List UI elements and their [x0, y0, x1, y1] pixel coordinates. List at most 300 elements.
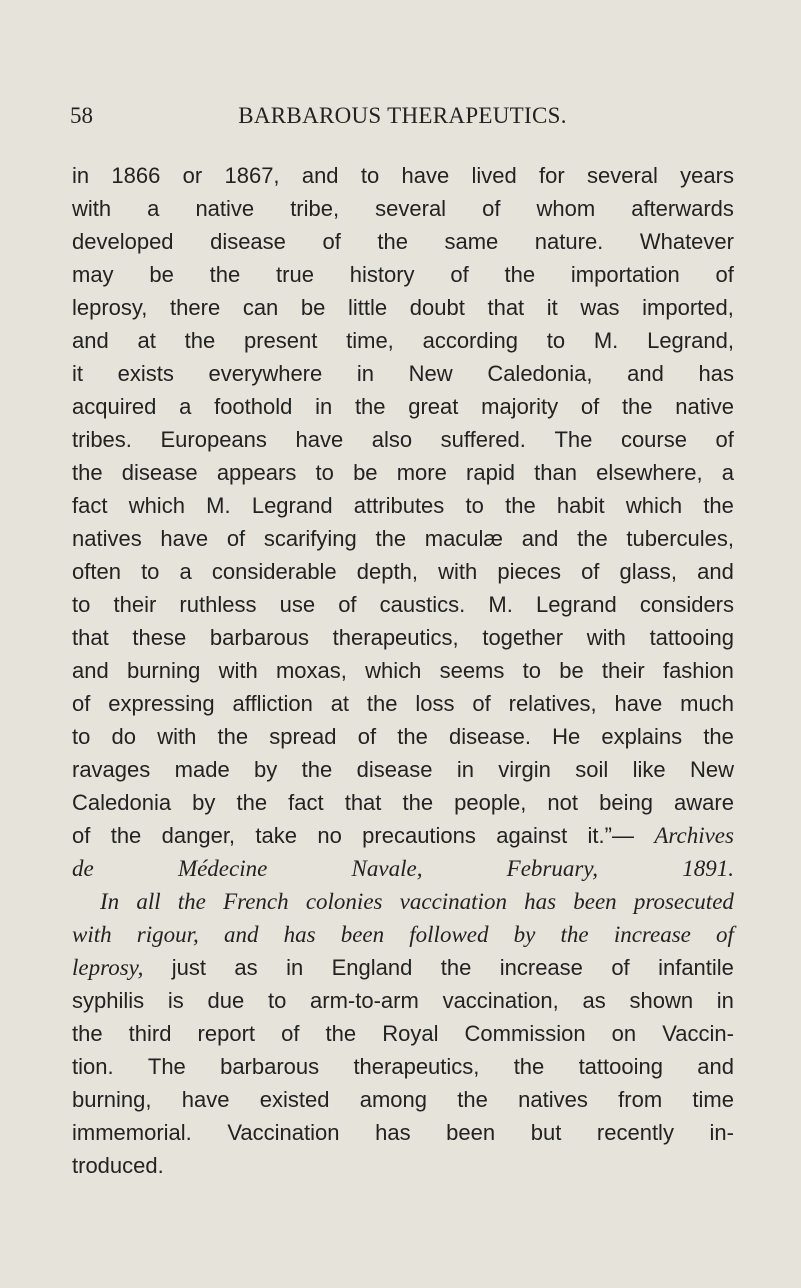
word: of	[580, 394, 600, 419]
word: explains	[601, 724, 683, 749]
word: in	[716, 988, 734, 1013]
word: Navale,	[351, 856, 423, 881]
word: elsewhere,	[596, 460, 703, 485]
word: a	[147, 196, 160, 221]
word: pieces	[497, 559, 561, 584]
word: M.	[488, 592, 513, 617]
word: of	[581, 559, 600, 584]
word: The	[554, 427, 593, 452]
word: there	[170, 295, 221, 320]
word: foothold	[214, 394, 293, 419]
word: native	[675, 394, 734, 419]
word: like	[632, 757, 666, 782]
word: He	[552, 724, 581, 749]
word: caustics.	[379, 592, 466, 617]
word: take	[255, 823, 297, 848]
text-line	[72, 621, 734, 654]
word: of	[611, 955, 630, 980]
word: colonies	[305, 889, 383, 914]
word: Archives	[654, 823, 734, 848]
word: rapid	[466, 460, 515, 485]
word: has	[524, 889, 557, 914]
word: de	[72, 856, 94, 881]
text-line	[72, 753, 734, 786]
word: of	[338, 592, 357, 617]
word: and	[521, 526, 559, 551]
word: arm-to-arm	[310, 988, 419, 1013]
word: immemorial.	[72, 1120, 192, 1145]
word: the	[377, 229, 408, 254]
word: fashion	[662, 658, 734, 683]
word: affliction	[232, 691, 313, 716]
word: by	[192, 790, 216, 815]
word: and	[697, 559, 734, 584]
word: to	[522, 658, 541, 683]
word: been	[446, 1120, 496, 1145]
word: habit	[556, 493, 605, 518]
word: no	[317, 823, 342, 848]
word: true	[276, 262, 314, 287]
word: disease	[121, 460, 198, 485]
word: appears	[216, 460, 297, 485]
word: existed	[259, 1087, 330, 1112]
word: leprosy,	[72, 295, 148, 320]
word: time	[692, 1087, 734, 1112]
word: The	[147, 1054, 186, 1079]
word: ravages	[72, 757, 151, 782]
word: the	[703, 724, 734, 749]
word: with	[438, 559, 478, 584]
word: been	[573, 889, 617, 914]
word: attributes	[353, 493, 445, 518]
page-number: 58	[70, 103, 93, 128]
text-line	[72, 951, 734, 984]
word: history	[349, 262, 415, 287]
word: of	[72, 823, 91, 848]
word: years	[680, 163, 734, 188]
word: the	[184, 328, 216, 353]
text-line	[72, 258, 734, 291]
word: developed	[72, 229, 174, 254]
text-line	[72, 423, 734, 456]
word: the	[457, 1087, 488, 1112]
word: of	[715, 262, 734, 287]
word: course	[620, 427, 687, 452]
word: several	[586, 163, 658, 188]
word: but	[530, 1120, 562, 1145]
word: 1891.	[682, 856, 734, 881]
running-head	[70, 103, 735, 137]
text-line	[72, 390, 734, 423]
word: burning,	[72, 1087, 152, 1112]
word: the	[72, 1021, 103, 1046]
word: it	[546, 295, 558, 320]
word: the	[397, 724, 428, 749]
word: the	[217, 724, 249, 749]
word: together	[482, 625, 564, 650]
text-line	[72, 324, 734, 357]
word: by	[254, 757, 278, 782]
word: is	[167, 988, 184, 1013]
text-line	[72, 1116, 734, 1149]
word: to	[72, 724, 91, 749]
word: people,	[454, 790, 527, 815]
word: all	[136, 889, 161, 914]
word: of	[450, 262, 469, 287]
word: Royal	[382, 1021, 439, 1046]
text-line	[72, 522, 734, 555]
word: M.	[593, 328, 619, 353]
word: of	[226, 526, 246, 551]
word: tattooing	[649, 625, 734, 650]
word: glass,	[619, 559, 678, 584]
word: has	[698, 361, 734, 386]
text-line	[72, 819, 734, 852]
word: to	[465, 493, 484, 518]
word: French	[223, 889, 289, 914]
word: of	[357, 724, 377, 749]
word: tubercules,	[626, 526, 734, 551]
word: prosecuted	[633, 889, 734, 914]
word: seems	[439, 658, 505, 683]
word: moxas,	[275, 658, 347, 683]
word: on	[611, 1021, 637, 1046]
word: the	[504, 262, 536, 287]
word: several	[375, 196, 447, 221]
word: 1867,	[224, 163, 280, 188]
word: New	[408, 361, 453, 386]
word: report	[197, 1021, 256, 1046]
word: do	[111, 724, 137, 749]
word: against	[496, 823, 568, 848]
text-line	[72, 1083, 734, 1116]
word: soil	[575, 757, 609, 782]
word: the	[354, 394, 386, 419]
word: of	[72, 691, 91, 716]
word: their	[601, 658, 645, 683]
word: increase	[499, 955, 583, 980]
text-line	[72, 918, 734, 951]
word: virgin	[498, 757, 551, 782]
word: the	[577, 526, 608, 551]
word: at	[330, 691, 350, 716]
word: tattooing	[578, 1054, 663, 1079]
word: by	[513, 922, 536, 947]
word: increase	[613, 922, 691, 947]
word: that	[344, 790, 382, 815]
text-line	[72, 588, 734, 621]
word: England	[331, 955, 413, 980]
word: Legrand,	[647, 328, 734, 353]
word: the	[209, 262, 241, 287]
word: a	[721, 460, 734, 485]
text-line	[72, 555, 734, 588]
text-line	[72, 159, 734, 192]
word: for	[539, 163, 565, 188]
word: in	[72, 163, 90, 188]
word: have	[295, 427, 344, 452]
word: and	[627, 361, 664, 386]
word: in-	[709, 1120, 734, 1145]
word: maculæ	[424, 526, 503, 551]
word: aware	[674, 790, 734, 815]
word: nature.	[534, 229, 604, 254]
word: a	[179, 394, 192, 419]
word: with	[72, 196, 112, 221]
word: acquired	[72, 394, 157, 419]
word: imported,	[642, 295, 734, 320]
word: Commission	[464, 1021, 586, 1046]
word: natives	[72, 526, 142, 551]
word: being	[599, 790, 653, 815]
word: of	[482, 196, 501, 221]
word: be	[559, 658, 584, 683]
word: or	[182, 163, 203, 188]
word: according	[422, 328, 518, 353]
word: time,	[346, 328, 394, 353]
word: natives	[518, 1087, 588, 1112]
word: it.”—	[587, 823, 634, 848]
word: importation	[570, 262, 680, 287]
text-line	[72, 357, 734, 390]
word: M.	[206, 493, 231, 518]
word: present	[243, 328, 318, 353]
word: shown	[629, 988, 694, 1013]
text-line	[72, 720, 734, 753]
word: in	[286, 955, 304, 980]
word: which	[625, 493, 683, 518]
word: of	[472, 691, 491, 716]
word: disease.	[449, 724, 531, 749]
word: barbarous	[209, 625, 309, 650]
word: the	[505, 493, 536, 518]
text-line	[72, 687, 734, 720]
word: to	[315, 460, 334, 485]
text-line	[72, 1017, 734, 1050]
word: Europeans	[160, 427, 267, 452]
word: New	[689, 757, 734, 782]
word: native	[195, 196, 255, 221]
word: it	[72, 361, 83, 386]
word: Whatever	[639, 229, 734, 254]
word: expressing	[108, 691, 215, 716]
word: the	[236, 790, 268, 815]
word: have	[181, 1087, 230, 1112]
word: Legrand	[251, 493, 333, 518]
word: third	[128, 1021, 172, 1046]
word: exists	[117, 361, 174, 386]
word: that	[487, 295, 525, 320]
word: been	[340, 922, 385, 947]
word: rigour,	[136, 922, 199, 947]
word: with	[218, 658, 258, 683]
word: relatives,	[508, 691, 597, 716]
word: a	[179, 559, 192, 584]
word: the	[301, 757, 333, 782]
word: Médecine	[177, 856, 268, 881]
word: February,	[506, 856, 599, 881]
word: which	[365, 658, 422, 683]
word: In	[100, 889, 120, 914]
word: as	[582, 988, 606, 1013]
word: in	[356, 361, 375, 386]
word: their	[113, 592, 157, 617]
word: much	[680, 691, 734, 716]
word: the	[440, 955, 472, 980]
word: majority	[481, 394, 559, 419]
word: has	[375, 1120, 411, 1145]
word: be	[353, 460, 378, 485]
word: the	[110, 823, 142, 848]
word: was	[580, 295, 620, 320]
word: and	[72, 658, 109, 683]
word: and	[697, 1054, 734, 1079]
word: than	[534, 460, 577, 485]
word: with	[586, 625, 626, 650]
word: to	[141, 559, 160, 584]
word: little	[348, 295, 388, 320]
word: and	[72, 328, 109, 353]
word: the	[177, 889, 206, 914]
word: which	[128, 493, 185, 518]
word: Vaccin-	[662, 1021, 734, 1046]
text-line	[72, 456, 734, 489]
word: fact	[72, 493, 108, 518]
word: whom	[536, 196, 596, 221]
word: in	[456, 757, 474, 782]
text-line	[72, 885, 734, 918]
word: of	[716, 922, 734, 947]
word: the	[366, 691, 398, 716]
word: vaccination	[399, 889, 507, 914]
body-text	[72, 159, 734, 1182]
word: and	[301, 163, 339, 188]
word: the	[703, 493, 734, 518]
word: precautions	[362, 823, 476, 848]
word: more	[396, 460, 447, 485]
word: leprosy,	[72, 955, 144, 980]
word: due	[207, 988, 245, 1013]
word: Vaccination	[227, 1120, 340, 1145]
word: doubt	[409, 295, 465, 320]
word: that	[72, 625, 109, 650]
word: not	[547, 790, 579, 815]
text-line	[72, 489, 734, 522]
word: followed	[409, 922, 489, 947]
word: have	[160, 526, 209, 551]
text-line	[72, 1149, 734, 1182]
word: Caledonia	[72, 790, 172, 815]
word: the	[621, 394, 653, 419]
word: spread	[269, 724, 337, 749]
word: loss	[415, 691, 455, 716]
word: depth,	[356, 559, 418, 584]
word: considerable	[211, 559, 337, 584]
word: and	[223, 922, 259, 947]
word: be	[300, 295, 326, 320]
word: syphilis	[72, 988, 145, 1013]
word: disease	[210, 229, 286, 254]
word: the	[513, 1054, 545, 1079]
word: among	[359, 1087, 428, 1112]
word: the	[560, 922, 589, 947]
word: recently	[596, 1120, 674, 1145]
word: of	[281, 1021, 300, 1046]
word: of	[322, 229, 341, 254]
text-line	[72, 786, 734, 819]
word: therapeutics,	[353, 1054, 480, 1079]
word: the	[402, 790, 434, 815]
word: with	[72, 922, 112, 947]
word: scarifying	[263, 526, 357, 551]
word: considers	[639, 592, 734, 617]
word: in	[315, 394, 333, 419]
word: tion.	[72, 1054, 114, 1079]
word: just	[171, 955, 206, 980]
word: to	[360, 163, 380, 188]
word: to	[546, 328, 566, 353]
text-line	[72, 984, 734, 1017]
word: have	[614, 691, 663, 716]
word: therapeutics,	[332, 625, 459, 650]
word: tribes.	[72, 427, 132, 452]
word: the	[325, 1021, 357, 1046]
word: be	[149, 262, 174, 287]
word: lived	[471, 163, 517, 188]
word: Caledonia,	[487, 361, 593, 386]
word: often	[72, 559, 121, 584]
running-title: BARBAROUS THERAPEUTICS.	[238, 103, 567, 128]
word: of	[715, 427, 734, 452]
text-line	[72, 654, 734, 687]
word: fact	[288, 790, 324, 815]
word: barbarous	[220, 1054, 320, 1079]
text-line	[72, 1050, 734, 1083]
word: infantile	[658, 955, 734, 980]
word: these	[132, 625, 187, 650]
word: the	[72, 460, 103, 485]
word: troduced.	[72, 1153, 164, 1178]
text-line	[72, 852, 734, 885]
word: suffered.	[440, 427, 526, 452]
word: Legrand	[535, 592, 617, 617]
word: at	[137, 328, 156, 353]
word: use	[279, 592, 316, 617]
word: danger,	[161, 823, 236, 848]
word: ruthless	[179, 592, 257, 617]
word: burning	[126, 658, 201, 683]
word: tribe,	[290, 196, 340, 221]
word: may	[72, 262, 114, 287]
word: with	[157, 724, 197, 749]
word: as	[234, 955, 258, 980]
word: 1866	[111, 163, 161, 188]
word: same	[444, 229, 499, 254]
word: everywhere	[208, 361, 323, 386]
word: disease	[356, 757, 433, 782]
word: to	[72, 592, 91, 617]
text-line	[72, 192, 734, 225]
word: great	[408, 394, 459, 419]
word: also	[371, 427, 413, 452]
text-line	[72, 291, 734, 324]
word: have	[401, 163, 450, 188]
word: afterwards	[631, 196, 734, 221]
word: to	[267, 988, 287, 1013]
word: has	[283, 922, 316, 947]
word: the	[375, 526, 407, 551]
word: can	[242, 295, 279, 320]
